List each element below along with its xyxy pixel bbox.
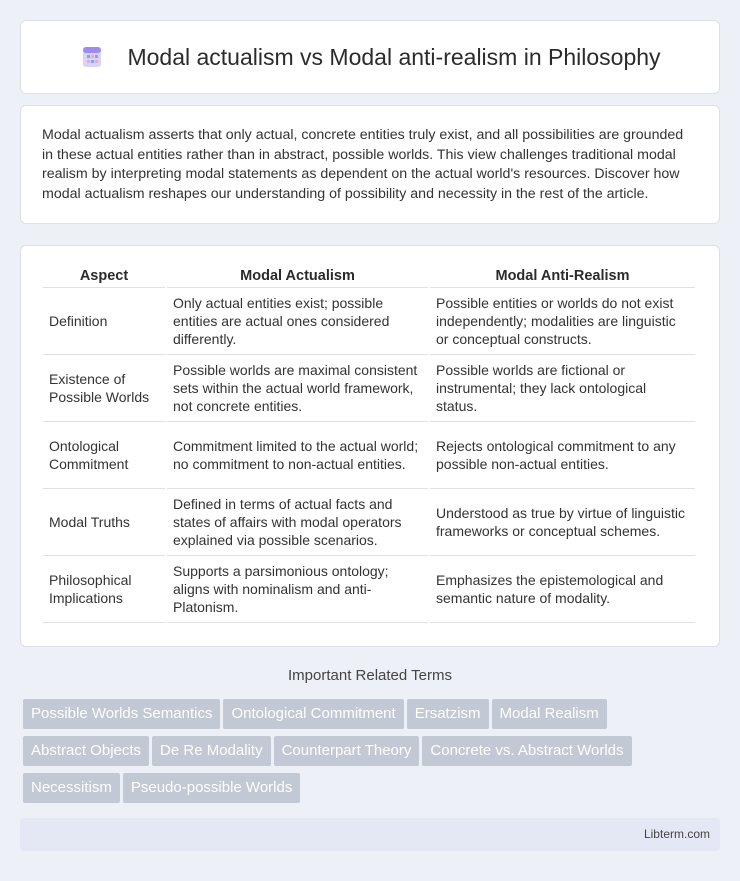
table-row [43,556,695,623]
table-row [43,422,695,489]
table-row [43,489,695,556]
related-terms-list [23,699,703,810]
table-row [43,355,695,422]
header-modal-anti-realism: Modal Anti-Realism [430,264,695,288]
table-header-row [43,264,695,288]
row-aspect: Definition [43,288,165,355]
related-term-tag[interactable]: Concrete vs. Abstract Worlds [422,736,631,766]
row-actualism: Defined in terms of actual facts and states of affairs with modal operators explained via possible scenarios. [167,489,428,556]
header-modal-actualism: Modal Actualism [167,264,428,288]
header-aspect: Aspect [43,264,165,288]
row-anti-realism: Possible worlds are fictional or instrumental; they lack ontological status. [430,355,695,422]
related-term-tag[interactable]: Ersatzism [407,699,489,729]
row-anti-realism: Understood as true by virtue of linguistic frameworks or conceptual schemes. [430,489,695,556]
row-aspect: Ontological Commitment [43,422,165,489]
row-anti-realism: Rejects ontological commitment to any possible non-actual entities. [430,422,695,489]
table-row [43,288,695,355]
footer-brand[interactable]: Libterm.com [643,827,710,841]
row-actualism: Only actual entities exist; possible entities are actual ones considered differently. [167,288,428,355]
row-aspect: Existence of Possible Worlds [43,355,165,422]
row-actualism: Possible worlds are maximal consistent sets within the actual world framework, not concrete entities. [167,355,428,422]
related-term-tag[interactable]: Counterpart Theory [274,736,420,766]
page-title: Modal actualism vs Modal anti-realism in Philosophy [127,43,661,70]
row-aspect: Modal Truths [43,489,165,556]
comparison-card [20,245,720,647]
row-aspect: Philosophical Implications [43,556,165,623]
intro-card [20,105,720,224]
related-term-tag[interactable]: Abstract Objects [23,736,149,766]
row-actualism: Supports a parsimonious ontology; aligns with nominalism and anti-Platonism. [167,556,428,623]
related-term-tag[interactable]: Possible Worlds Semantics [23,699,220,729]
intro-paragraph: Modal actualism asserts that only actual, concrete entities truly exist, and all possibilities are grounded in these actual entities rather than in abstract, possible worlds. This view challenges traditional modal realism by interpreting modal statements as dependent on the actual world's resources. Discover how modal actualism reshapes our understanding of possibility and necessity in the rest of the article. [42,127,684,202]
footer [20,818,720,851]
related-term-tag[interactable]: Modal Realism [492,699,607,729]
related-term-tag[interactable]: Pseudo-possible Worlds [123,773,300,803]
row-actualism: Commitment limited to the actual world; no commitment to non-actual entities. [167,422,428,489]
comparison-table [41,264,697,623]
related-term-tag[interactable]: De Re Modality [152,736,271,766]
related-term-tag[interactable]: Necessitism [23,773,120,803]
row-anti-realism: Possible entities or worlds do not exist independently; modalities are linguistic or conceptual constructs. [430,288,695,355]
title-card [20,20,720,94]
row-anti-realism: Emphasizes the epistemological and semantic nature of modality. [430,556,695,623]
document-icon [79,44,105,70]
related-term-tag[interactable]: Ontological Commitment [223,699,403,729]
related-terms-title: Important Related Terms [288,667,452,684]
